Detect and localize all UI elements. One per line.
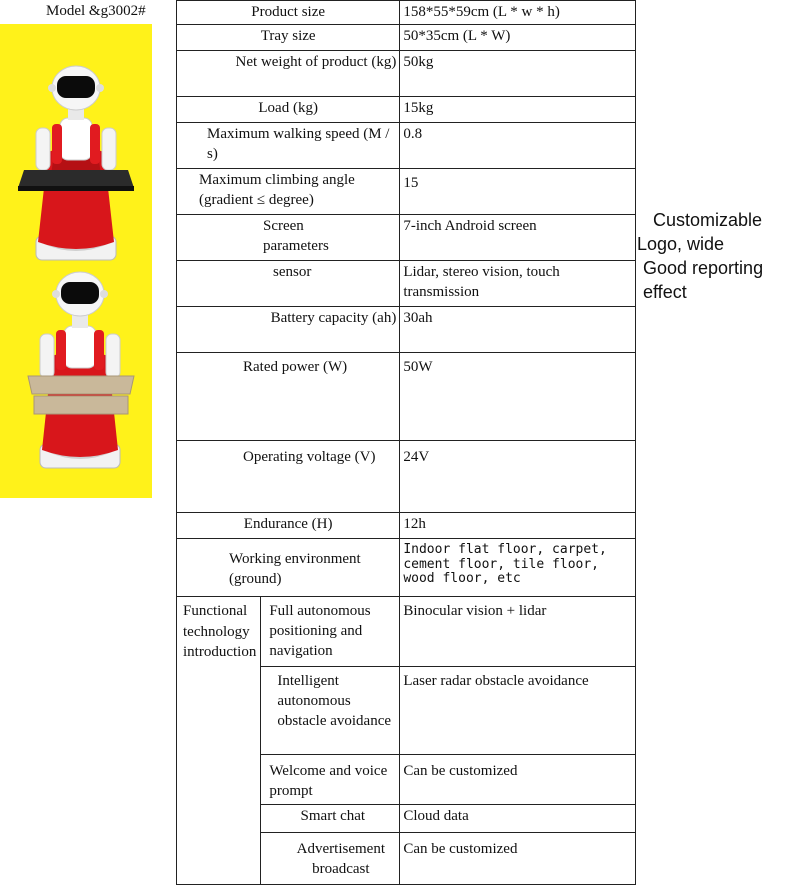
product-image-panel [0,24,152,498]
spec-value: 50*35cm (L * W) [400,25,636,51]
functional-value: Cloud data [400,805,636,833]
spec-value: 30ah [400,307,636,353]
table-row [177,353,636,441]
spec-value: 50W [400,353,636,441]
spec-value: 24V [400,441,636,513]
customizable-note [637,208,800,304]
spec-label: Rated power (W) [177,353,400,441]
spec-value: 15 [400,169,636,215]
spec-value: 7-inch Android screen [400,215,636,261]
table-row [177,597,636,667]
note-line: Good reporting [643,258,764,278]
functional-value: Binocular vision + lidar [400,597,636,667]
table-row [177,25,636,51]
functional-heading: Functional technology introduction [177,597,261,885]
spec-label: Screen parameters [177,215,400,261]
note-line: Customizable [653,210,763,230]
functional-value: Laser radar obstacle avoidance [400,667,636,755]
table-row [177,513,636,539]
model-label: Model &g3002# [46,3,146,19]
table-row [177,1,636,25]
functional-label: Welcome and voice prompt [261,755,400,805]
table-row [177,441,636,513]
table-row [177,539,636,597]
spec-label: Maximum climbing angle (gradient ≤ degree) [177,169,400,215]
robot-image-wood-tray [26,268,136,484]
note-line: Logo, wide [637,234,725,254]
functional-value: Can be customized [400,755,636,805]
spec-label: Working environment (ground) [177,539,400,597]
spec-value: 0.8 [400,123,636,169]
functional-label: Intelligent autonomous obstacle avoidance [261,667,400,755]
spec-table [176,0,636,885]
spec-label: sensor [177,261,400,307]
table-row [177,123,636,169]
spec-label: Load (kg) [177,97,400,123]
spec-label: Operating voltage (V) [177,441,400,513]
table-row [177,97,636,123]
spec-label: Endurance (H) [177,513,400,539]
spec-value: Indoor flat floor, carpet, cement floor, tile floor, wood floor, etc [400,539,636,597]
spec-value: 158*55*59cm (L * w * h) [400,1,636,25]
robot-image-dark-tray [14,62,138,274]
spec-value: 15kg [400,97,636,123]
table-row [177,51,636,97]
table-row [177,215,636,261]
spec-value: 12h [400,513,636,539]
table-row [177,261,636,307]
functional-label: Advertisement broadcast [261,833,400,885]
functional-label: Smart chat [261,805,400,833]
note-line: effect [643,282,687,302]
spec-value: 50kg [400,51,636,97]
table-row [177,307,636,353]
spec-label: Battery capacity (ah) [177,307,400,353]
functional-value: Can be customized [400,833,636,885]
functional-label: Full autonomous positioning and navigation [261,597,400,667]
spec-label: Maximum walking speed (M / s) [177,123,400,169]
spec-label: Net weight of product (kg) [177,51,400,97]
spec-value: Lidar, stereo vision, touch transmission [400,261,636,307]
spec-label: Tray size [177,25,400,51]
table-row [177,169,636,215]
spec-label: Product size [177,1,400,25]
